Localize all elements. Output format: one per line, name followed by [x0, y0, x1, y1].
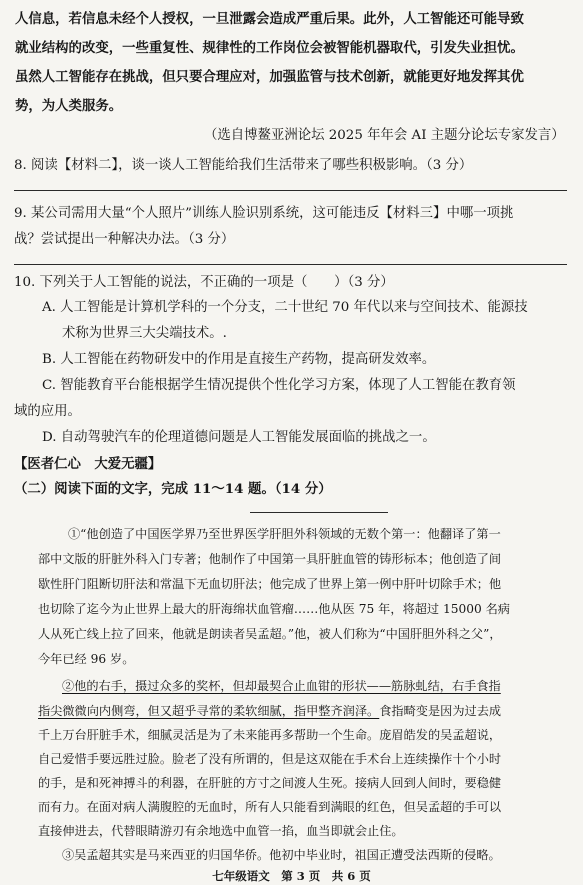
passage-title-rule	[250, 512, 388, 513]
question-8: 8. 阅读【材料二】，谈一谈人工智能给我们生活带来了哪些积极影响。（3 分）	[14, 158, 473, 173]
passage-p2-line-2	[38, 704, 501, 719]
material3-source: （选自博鳌亚洲论坛 2025 年年会 AI 主题分论坛专家发言）	[204, 128, 565, 143]
section-title: 【医者仁心 大爱无疆】	[14, 456, 162, 472]
passage-p1-line-3: 歇性肝门阻断切肝法和常温下无血切肝法；他完成了世界上第一例中肝叶切除手术；他	[38, 577, 502, 591]
passage-p3: ③吴孟超其实是马来西亚的归国华侨。他初中毕业时，祖国正遭受法西斯的侵略。	[62, 848, 501, 862]
question-10-option-d: D. 自动驾驶汽车的伦理道德问题是人工智能发展面临的挑战之一。	[42, 430, 436, 445]
passage-p1-line-5: 人从死亡线上拉了回来，他就是朗读者吴孟超。”他，被人们称为“中国肝胆外科之父”，	[38, 627, 502, 641]
answer-line-q9	[14, 264, 567, 265]
material3-line-4: 势，为人类服务。	[15, 98, 123, 114]
passage-p2-continuation: 食指畸变是因为过去成	[379, 704, 502, 718]
question-10-option-c-line-2: 域的应用。	[14, 404, 81, 419]
material3-line-2: 就业结构的改变，一些重复性、规律性的工作岗位会被智能机器取代，引发失业担忧。	[15, 40, 524, 56]
material3-line-3: 虽然人工智能存在挑战，但只要合理应对，加强监管与技术创新，就能更好地发挥其优	[15, 69, 524, 85]
question-10-option-b: B. 人工智能在药物研发中的作用是直接生产药物，提高研发效率。	[42, 352, 436, 367]
question-10-option-c-line-1: C. 智能教育平台能根据学生情况提供个性化学习方案，体现了人工智能在教育领	[42, 378, 516, 393]
passage-p2-line-3: 千上万台肝脏手术，细腻灵活是为了未来能再多帮助一个生命。庞眉皓发的吴孟超说，	[38, 728, 502, 742]
question-9-line-1: 9. 某公司需用大量“个人照片”训练人脸识别系统，这可能违反【材料三】中哪一项挑	[14, 206, 514, 221]
question-9-line-2: 战？尝试提出一种解决办法。（3 分）	[14, 232, 235, 247]
question-10-option-a-line-2: 术称为世界三大尖端技术。.	[62, 326, 227, 341]
passage-p2-line-7: 直接伸进去，代替眼睛游刃有余地选中血管一掐，血当即就会止住。	[38, 824, 404, 838]
passage-p2-line-5: 的手，是和死神搏斗的利器，在肝脏的方寸之间渡人生死。接病人回到人间时，要稳健	[38, 776, 502, 790]
material3-line-1: 人信息，若信息未经个人授权，一旦泄露会造成严重后果。此外，人工智能还可能导致	[15, 11, 524, 27]
passage-p1-line-4: 也切除了迄今为止世界上最大的肝海绵状血管瘤……他从医 75 年，将超过 15000 名病	[38, 602, 510, 616]
passage-p2-underlined-line-2: 指尖微微向内侧弯，但又超乎寻常的柔软细腻，指甲整齐润泽。	[38, 704, 380, 718]
answer-line-q8	[14, 190, 567, 191]
section-instruction: （二）阅读下面的文字，完成 11～14 题。（14 分）	[14, 481, 332, 497]
question-10-stem: 10. 下列关于人工智能的说法，不正确的一项是（ ）（3 分）	[14, 275, 394, 290]
passage-p2-line-4: 自己爱惜手要远胜过脸。脸老了没有所谓的，但是这双能在手术台上连续操作十个小时	[38, 752, 502, 766]
passage-p1-line-6: 今年已经 96 岁。	[38, 652, 135, 666]
passage-p1-line-2: 部中文版的肝脏外科入门专著；他制作了中国第一具肝脏血管的铸形标本；他创造了间	[38, 552, 502, 566]
passage-p1-line-1: ①“他创造了中国医学界乃至世界医学肝胆外科领域的无数个第一：他翻译了第一	[68, 527, 501, 541]
question-10-option-a-line-1: A. 人工智能是计算机学科的一个分支，二十世纪 70 年代以来与空间技术、能源技	[42, 300, 528, 315]
page-footer: 七年级语文 第 3 页 共 6 页	[212, 869, 371, 883]
passage-p2-line-6: 而有力。在面对病人满腹腔的无血时，所有人只能看到满眼的红色，但吴孟超的手可以	[38, 800, 502, 814]
passage-p2-underlined-line-1: ②他的右手，摄过众多的奖杯，但却最契合止血钳的形状——筋脉虬结，右手食指	[62, 679, 501, 693]
